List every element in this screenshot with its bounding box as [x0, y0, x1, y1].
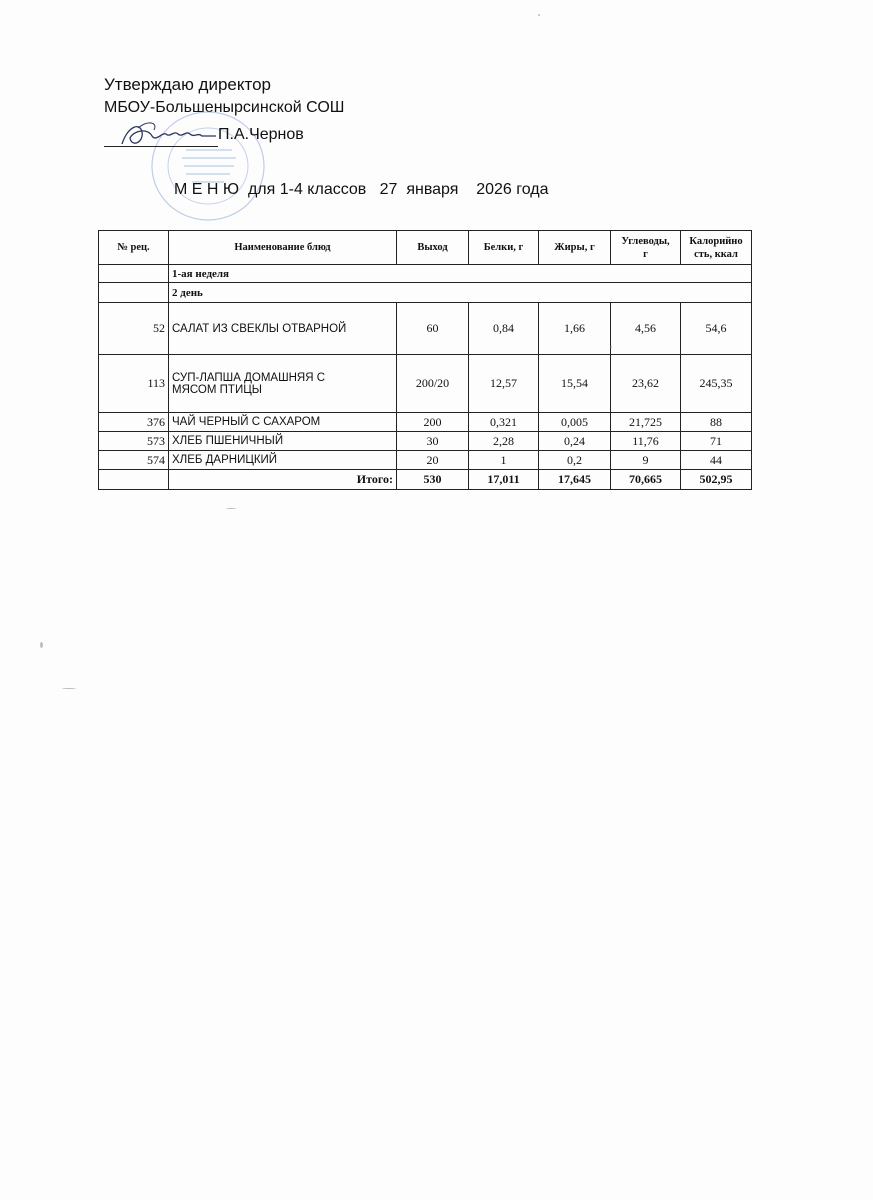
kcal-cell: 44	[681, 451, 752, 470]
dish-name: СУП-ЛАПША ДОМАШНЯЯ С МЯСОМ ПТИЦЫ	[169, 355, 397, 413]
day-row	[99, 283, 752, 303]
carbs-cell: 23,62	[611, 355, 681, 413]
dish-name: САЛАТ ИЗ СВЕКЛЫ ОТВАРНОЙ	[169, 303, 397, 355]
week-label: 1-ая неделя	[169, 265, 752, 283]
header-rec: № рец.	[99, 231, 169, 265]
header-fat: Жиры, г	[539, 231, 611, 265]
scan-speck	[226, 508, 236, 509]
table-row	[99, 432, 752, 451]
yield-cell: 30	[397, 432, 469, 451]
protein-cell: 0,84	[469, 303, 539, 355]
header-yield: Выход	[397, 231, 469, 265]
scan-speck	[538, 14, 540, 16]
carbs-cell: 21,725	[611, 413, 681, 432]
director-signature	[118, 118, 218, 154]
fat-cell: 15,54	[539, 355, 611, 413]
week-row	[99, 265, 752, 283]
protein-cell: 0,321	[469, 413, 539, 432]
carbs-cell: 9	[611, 451, 681, 470]
signature-line	[104, 146, 218, 147]
total-protein: 17,011	[469, 470, 539, 490]
total-yield: 530	[397, 470, 469, 490]
table-row	[99, 355, 752, 413]
yield-cell: 200/20	[397, 355, 469, 413]
kcal-cell: 71	[681, 432, 752, 451]
fat-cell: 0,24	[539, 432, 611, 451]
rec-number: 573	[99, 432, 169, 451]
approval-line: Утверждаю директор	[104, 75, 272, 94]
fat-cell: 1,66	[539, 303, 611, 355]
director-name: П.А.Чернов	[218, 126, 304, 143]
header-carbs: Углеводы, г	[611, 231, 681, 265]
kcal-cell: 88	[681, 413, 752, 432]
rec-number: 113	[99, 355, 169, 413]
menu-title: М Е Н Ю для 1-4 классов 27 января 2026 года	[174, 181, 549, 198]
table-row	[99, 303, 752, 355]
dish-name: ЧАЙ ЧЕРНЫЙ С САХАРОМ	[169, 413, 397, 432]
header-name: Наименование блюд	[169, 231, 397, 265]
table-row	[99, 413, 752, 432]
total-label: Итого:	[169, 470, 397, 490]
protein-cell: 1	[469, 451, 539, 470]
carbs-cell: 4,56	[611, 303, 681, 355]
scan-speck	[62, 688, 76, 689]
day-label: 2 день	[169, 283, 752, 303]
rec-number: 574	[99, 451, 169, 470]
rec-number: 376	[99, 413, 169, 432]
kcal-cell: 54,6	[681, 303, 752, 355]
carbs-cell: 11,76	[611, 432, 681, 451]
header-protein: Белки, г	[469, 231, 539, 265]
table-row	[99, 451, 752, 470]
fat-cell: 0,005	[539, 413, 611, 432]
fat-cell: 0,2	[539, 451, 611, 470]
total-carbs: 70,665	[611, 470, 681, 490]
table-header-row	[99, 231, 752, 265]
total-fat: 17,645	[539, 470, 611, 490]
scan-speck	[40, 642, 43, 648]
protein-cell: 2,28	[469, 432, 539, 451]
dish-name: ХЛЕБ ДАРНИЦКИЙ	[169, 451, 397, 470]
yield-cell: 20	[397, 451, 469, 470]
yield-cell: 60	[397, 303, 469, 355]
rec-number: 52	[99, 303, 169, 355]
menu-table	[98, 230, 752, 490]
dish-name: ХЛЕБ ПШЕНИЧНЫЙ	[169, 432, 397, 451]
yield-cell: 200	[397, 413, 469, 432]
school-name: МБОУ-Большенырсинской СОШ	[104, 99, 345, 116]
total-kcal: 502,95	[681, 470, 752, 490]
protein-cell: 12,57	[469, 355, 539, 413]
total-row	[99, 470, 752, 490]
kcal-cell: 245,35	[681, 355, 752, 413]
header-kcal: Калорийно сть, ккал	[681, 231, 752, 265]
scan-speck	[610, 346, 612, 348]
